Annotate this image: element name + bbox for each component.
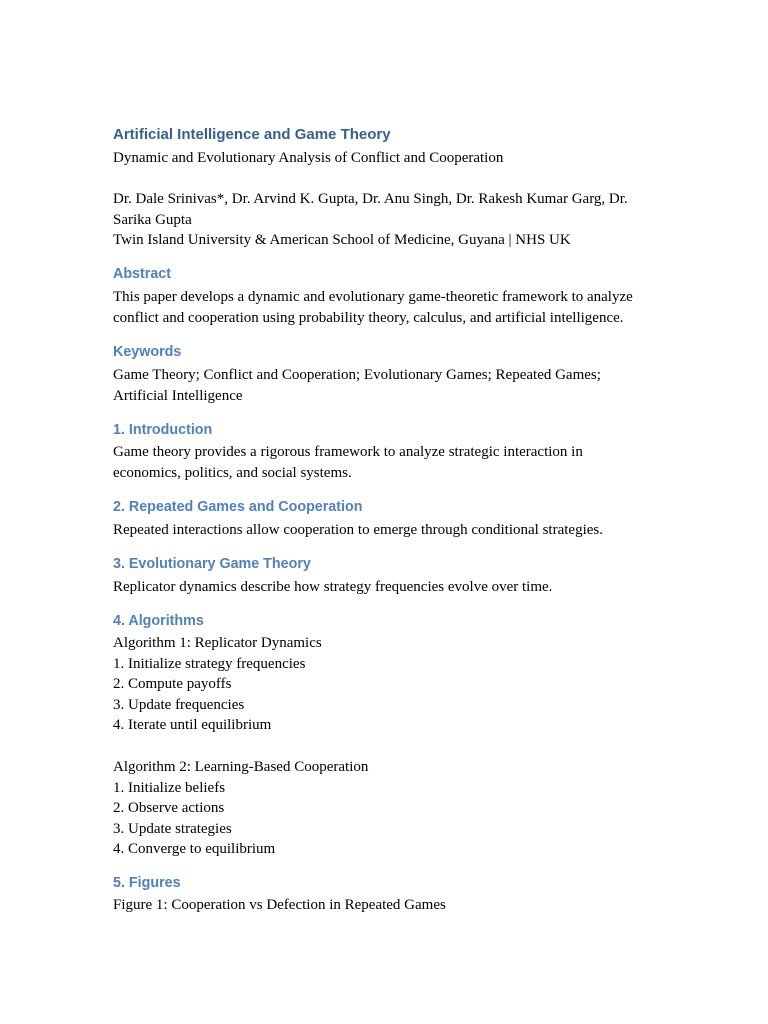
section-text-repeated-games: Repeated interactions allow cooperation to emerge through conditional strategies. [113,522,603,538]
section-heading-figures: 5. Figures [113,875,181,891]
section-heading-introduction: 1. Introduction [113,422,213,438]
section-heading-algorithms: 4. Algorithms [113,613,204,629]
section-text-introduction: Game theory provides a rigorous framework to analyze strategic interaction in economics, politics, and social systems. [113,444,583,481]
section-text-evolutionary: Replicator dynamics describe how strategy frequencies evolve over time. [113,579,553,595]
algorithm-step: 2. Compute payoffs [113,676,232,692]
abstract-heading: Abstract [113,266,171,282]
algorithm-step: 2. Observe actions [113,800,225,816]
algorithm-step: 3. Update strategies [113,820,232,837]
keywords-heading: Keywords [113,344,182,360]
algorithm-step: 4. Converge to equilibrium [113,841,276,857]
algorithm-step: 3. Update frequencies [113,696,245,713]
keywords-text: Game Theory; Conflict and Cooperation; Evolutionary Games; Repeated Games; Artificial Intelligence [113,367,601,404]
abstract-text: This paper develops a dynamic and evolutionary game-theoretic framework to analyze conflict and cooperation using probability theory, calculus, and artificial intelligence. [113,289,633,326]
author-list: Dr. Dale Srinivas*, Dr. Arvind K. Gupta, Dr. Anu Singh, Dr. Rakesh Kumar Garg, Dr. Sarika Gupta [113,191,628,228]
section-heading-repeated-games: 2. Repeated Games and Cooperation [113,499,363,515]
algorithm-step: 1. Initialize strategy frequencies [113,655,306,672]
section-heading-evolutionary: 3. Evolutionary Game Theory [113,556,311,572]
figure-caption: Figure 1: Cooperation vs Defection in Repeated Games [113,897,446,913]
paper-title: Artificial Intelligence and Game Theory [113,126,391,143]
algorithm-title: Algorithm 1: Replicator Dynamics [113,635,322,651]
affiliation: Twin Island University & American School of Medicine, Guyana | NHS UK [113,232,571,248]
algorithm-block-1 [113,633,653,736]
algorithm-step: 1. Initialize beliefs [113,779,226,796]
algorithm-step: 4. Iterate until equilibrium [113,717,272,733]
algorithm-title: Algorithm 2: Learning-Based Cooperation [113,759,369,775]
algorithm-block-2 [113,757,653,860]
paper-subtitle: Dynamic and Evolutionary Analysis of Conflict and Cooperation [113,150,504,166]
